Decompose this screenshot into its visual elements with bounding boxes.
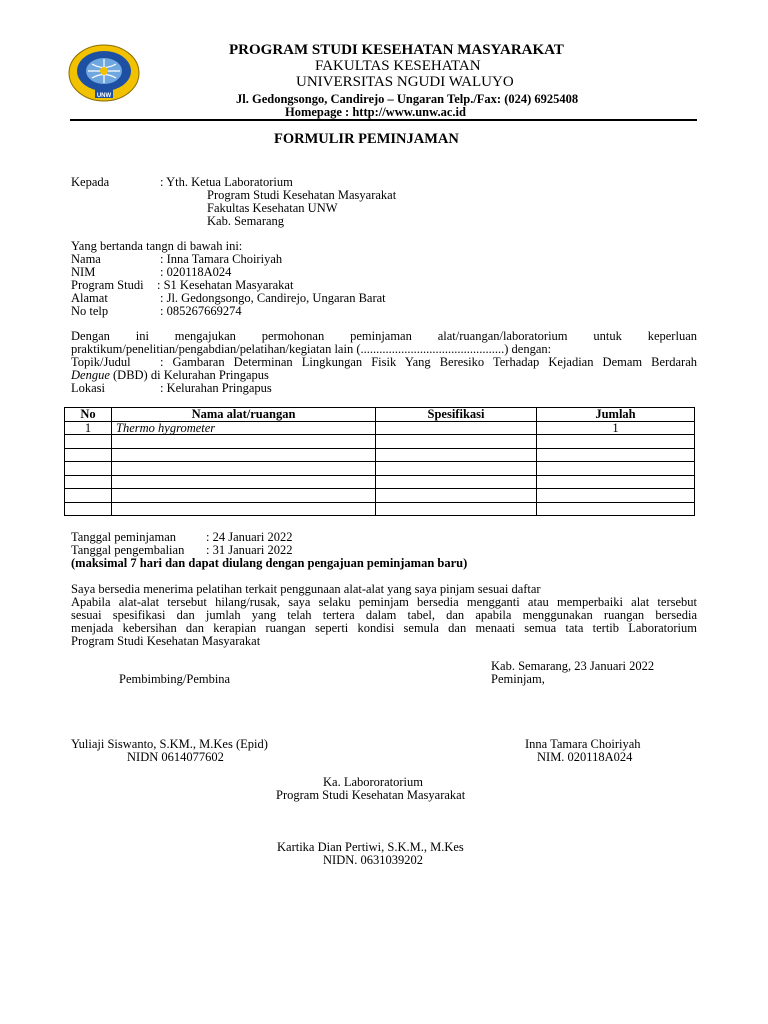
recipient-line1: : Yth. Ketua Laboratorium — [160, 175, 293, 189]
statement-line2: Apabila alat-alat tersebut hilang/rusak, saya selaku peminjam bersedia mengganti atau memperbaiki alat tersebut — [71, 595, 697, 609]
cell-spec — [376, 475, 537, 489]
cell-no — [65, 502, 112, 516]
field-label: NIM — [71, 265, 96, 279]
header-address: Jl. Gedongsongo, Candirejo – Ungaran Telp./Fax: (024) 6925408 — [236, 92, 579, 106]
head-role-line2: Program Studi Kesehatan Masyarakat — [276, 788, 466, 802]
cell-no — [65, 489, 112, 503]
field-label: Program Studi — [71, 278, 144, 292]
field-label: No telp — [71, 304, 109, 318]
head-id: NIDN. 0631039202 — [323, 853, 423, 867]
field-label: Alamat — [71, 291, 108, 305]
cell-name — [112, 448, 376, 462]
recipient-line3: Fakultas Kesehatan UNW — [207, 201, 338, 215]
cell-spec — [376, 435, 537, 449]
cell-qty — [537, 489, 695, 503]
cell-no — [65, 435, 112, 449]
borrower-name: Inna Tamara Choiriyah — [525, 737, 641, 751]
advisor-id: NIDN 0614077602 — [127, 750, 224, 764]
cell-spec — [376, 489, 537, 503]
topic-italic: Dengue — [71, 368, 110, 382]
col-qty-header: Jumlah — [537, 408, 695, 422]
cell-spec — [376, 421, 537, 435]
col-name-header: Nama alat/ruangan — [112, 408, 376, 422]
form-title: FORMULIR PEMINJAMAN — [274, 131, 459, 147]
field-value: : Inna Tamara Choiriyah — [160, 252, 283, 266]
field-value: : S1 Kesehatan Masyarakat — [157, 278, 294, 292]
head-name: Kartika Dian Pertiwi, S.K.M., M.Kes — [277, 840, 464, 854]
head-role-line1: Ka. Labororatorium — [323, 775, 423, 789]
cell-no — [65, 448, 112, 462]
advisor-role: Pembimbing/Pembina — [119, 672, 231, 686]
field-label: Nama — [71, 252, 101, 266]
statement-line3: sesuai spesifikasi dan jumlah yang telah tertera dalam tabel, dan apabila menggunakan ruangan bersedia — [71, 608, 697, 622]
return-date-value: : 31 Januari 2022 — [206, 543, 293, 557]
cell-no: 1 — [65, 421, 112, 435]
cell-spec — [376, 448, 537, 462]
col-no-header: No — [65, 408, 112, 422]
header-divider — [70, 119, 697, 121]
cell-name — [112, 475, 376, 489]
request-paragraph — [71, 329, 697, 343]
cell-qty — [537, 475, 695, 489]
table-row — [65, 421, 695, 435]
statement-line1: Saya bersedia menerima pelatihan terkait penggunaan alat-alat yang saya pinjam sesuai daftar — [71, 582, 541, 596]
intro-text: Yang bertanda tangn di bawah ini: — [71, 239, 243, 253]
cell-qty — [537, 502, 695, 516]
table-row — [65, 502, 695, 516]
date-note: (maksimal 7 hari dan dapat diulang dengan pengajuan peminjaman baru) — [71, 556, 468, 570]
topic-value-line1: : Gambaran Determinan Lingkungan Fisik Yang Beresiko Terhadap Kejadian Demam Berdarah — [160, 355, 697, 369]
table-row — [65, 475, 695, 489]
col-spec-header: Spesifikasi — [376, 408, 537, 422]
cell-spec — [376, 502, 537, 516]
cell-name: Thermo hygrometer — [112, 421, 376, 435]
table-row — [65, 489, 695, 503]
cell-name — [112, 502, 376, 516]
cell-no — [65, 475, 112, 489]
borrow-date-label: Tanggal peminjaman — [71, 530, 176, 544]
field-value: : 085267669274 — [160, 304, 242, 318]
statement-line4: menjada kebersihan dan kerapian ruangan seperti kondisi semula dan menaati semua tata tertib Laboratorium — [71, 621, 697, 635]
table-row — [65, 448, 695, 462]
field-value: : Jl. Gedongsongo, Candirejo, Ungaran Barat — [160, 291, 386, 305]
location-label: Lokasi — [71, 381, 106, 395]
field-value: : 020118A024 — [160, 265, 232, 279]
statement-line5: Program Studi Kesehatan Masyarakat — [71, 634, 261, 648]
header-program: PROGRAM STUDI KESEHATAN MASYARAKAT — [229, 42, 564, 58]
cell-name — [112, 489, 376, 503]
location-value: : Kelurahan Pringapus — [160, 381, 272, 395]
header-faculty: FAKULTAS KESEHATAN — [315, 58, 481, 74]
recipient-label: Kepada — [71, 175, 110, 189]
advisor-name: Yuliaji Siswanto, S.KM., M.Kes (Epid) — [71, 737, 268, 751]
items-table — [64, 407, 695, 516]
topic-label: Topik/Judul — [71, 355, 131, 369]
cell-name — [112, 435, 376, 449]
table-row — [65, 462, 695, 476]
request-line1: Dengan ini mengajukan permohonan peminjaman alat/ruangan/laboratorium untuk keperluan — [71, 329, 697, 343]
header-homepage: Homepage : http://www.unw.ac.id — [285, 105, 466, 119]
cell-qty: 1 — [537, 421, 695, 435]
cell-qty — [537, 448, 695, 462]
request-line2: praktikum/penelitian/pengabdian/pelatihan/kegiatan lain (..............................................) dengan: — [71, 342, 552, 356]
cell-qty — [537, 462, 695, 476]
header-university: UNIVERSITAS NGUDI WALUYO — [296, 74, 514, 90]
borrower-id: NIM. 020118A024 — [537, 750, 633, 764]
borrow-date-value: : 24 Januari 2022 — [206, 530, 293, 544]
cell-name — [112, 462, 376, 476]
borrower-role: Peminjam, — [491, 672, 545, 686]
cell-no — [65, 462, 112, 476]
recipient-line2: Program Studi Kesehatan Masyarakat — [207, 188, 397, 202]
table-row — [65, 435, 695, 449]
place-date: Kab. Semarang, 23 Januari 2022 — [491, 659, 655, 673]
cell-qty — [537, 435, 695, 449]
return-date-label: Tanggal pengembalian — [71, 543, 185, 557]
university-logo — [68, 44, 140, 102]
cell-spec — [376, 462, 537, 476]
recipient-line4: Kab. Semarang — [207, 214, 285, 228]
table-header-row — [65, 408, 695, 422]
svg-text:UNW: UNW — [96, 93, 112, 99]
topic-rest: (DBD) di Kelurahan Pringapus — [109, 368, 269, 382]
